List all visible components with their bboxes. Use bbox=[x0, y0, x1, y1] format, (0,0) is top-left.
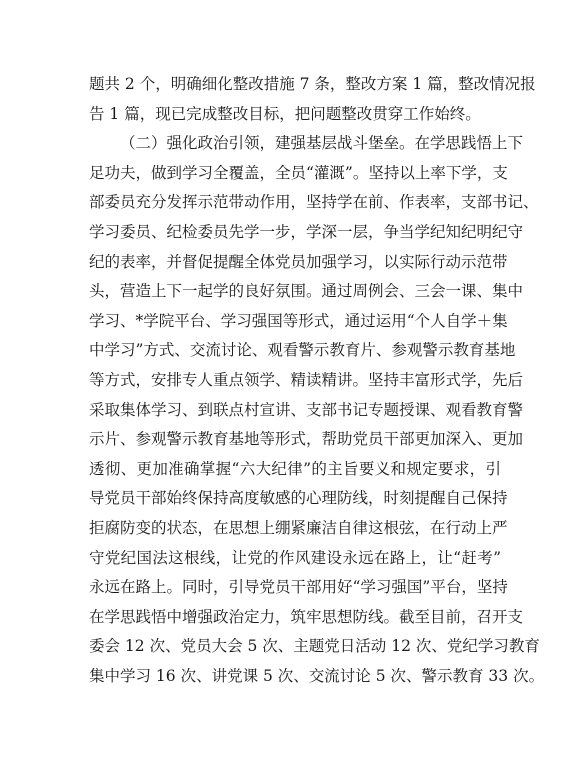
text-line: 部委员充分发挥示范带动作用，坚持学在前、作表率，支部书记、 bbox=[89, 193, 539, 212]
text-line: 学习、*学院平台、学习强国等形式，通过运用“个人自学＋集 bbox=[89, 311, 508, 330]
section-heading-line: （二）强化政治引领，建强基层战斗堡垒。在学思践悟上下 bbox=[120, 134, 524, 153]
body-text bbox=[89, 70, 545, 691]
text-line: 导党员干部始终保持高度敏感的心理防线，时刻提醒自己保持 bbox=[89, 489, 508, 508]
text-line: 头，营造上下一起学的良好氛围。通过周例会、三会一课、集中 bbox=[89, 282, 524, 301]
text-line: 在学思践悟中增强政治定力，筑牢思想防线。截至目前，召开支 bbox=[89, 607, 524, 626]
text-line: 守党纪国法这根线，让党的作风建设永远在路上，让“赶考” bbox=[89, 548, 501, 567]
text-line: 纪的表率，并督促提醒全体党员加强学习，以实际行动示范带 bbox=[89, 252, 508, 271]
text-line: 学习委员、纪检委员先学一步，学深一层，争当学纪知纪明纪守 bbox=[89, 222, 524, 241]
text-line: 告 1 篇，现已完成整改目标，把问题整改贯穿工作始终。 bbox=[89, 104, 481, 123]
text-line: 等方式，安排专人重点领学、精读精讲。坚持丰富形式学，先后 bbox=[89, 370, 524, 389]
text-line: 示片、参观警示教育基地等形式，帮助党员干部更加深入、更加 bbox=[89, 430, 524, 449]
text-line: 题共 2 个，明确细化整改措施 7 条，整改方案 1 篇，整改情况报 bbox=[89, 75, 536, 93]
text-line: 透彻、更加准确掌握“六大纪律”的主旨要义和规定要求，引 bbox=[89, 459, 501, 478]
text-line: 足功夫，做到学习全覆盖，全员“灌溉”。坚持以上率下学，支 bbox=[89, 163, 508, 182]
text-line: 采取集体学习、到联点村宣讲、支部书记专题授课、观看教育警 bbox=[89, 400, 524, 419]
text-line: 拒腐防变的状态，在思想上绷紧廉洁自律这根弦，在行动上严 bbox=[89, 518, 508, 537]
text-line: 集中学习 16 次、讲党课 5 次、交流讨论 5 次、警示教育 33 次。 bbox=[89, 666, 545, 685]
text-line: 永远在路上。同时，引导党员干部用好“学习强国”平台，坚持 bbox=[89, 578, 508, 597]
text-line: 中学习”方式、交流讨论、观看警示教育片、参观警示教育基地 bbox=[89, 341, 516, 360]
text-line: 委会 12 次、党员大会 5 次、主题党日活动 12 次、党纪学习教育 bbox=[89, 637, 540, 656]
